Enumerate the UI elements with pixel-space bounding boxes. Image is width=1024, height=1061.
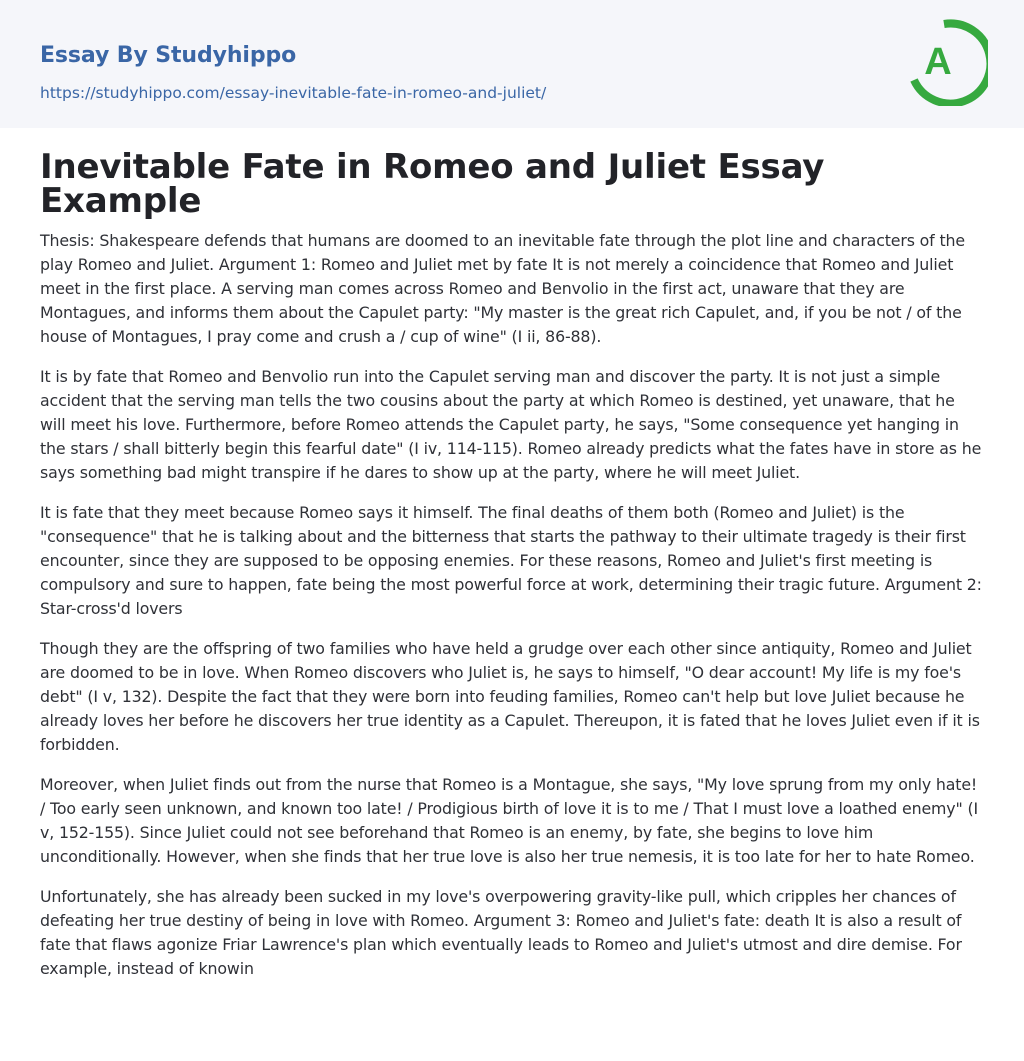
paragraph-5: Moreover, when Juliet finds out from the nurse that Romeo is a Montague, she says, "My love sprung from my only hate! / Too early seen unknown, and known too late! / Prodigious birth of love it is to me / That I must love a loathed enemy" (I v, 152-155). Since Juliet could not see beforehand that Romeo is an enemy, by fate, she begins to love him unconditionally. However, when she finds that her true love is also her true nemesis, it is too late for her to hate Romeo.	[40, 775, 979, 866]
site-brand[interactable]: Essay By Studyhippo	[40, 43, 297, 68]
essay-url-link[interactable]: https://studyhippo.com/essay-inevitable-fate-in-romeo-and-juliet/	[40, 84, 547, 102]
page-title: Inevitable Fate in Romeo and Juliet Essay Example	[40, 147, 825, 221]
site-header	[0, 0, 1024, 128]
paragraph-2: It is by fate that Romeo and Benvolio run into the Capulet serving man and discover the party. It is not just a simple accident that the serving man tells the two cousins about the party at which Romeo is destined, yet unaware, that he will meet his love. Furthermore, before Romeo attends the Capulet party, he says, "Some consequence yet hanging in the stars / shall bitterly begin this fearful date" (I iv, 114-115). Romeo already predicts what the fates have in store as he says something bad might transpire if he dares to show up at the party, where he will meet Juliet.	[40, 367, 982, 482]
paragraph-6: Unfortunately, she has already been sucked in my love's overpowering gravity-like pull, which cripples her chances of defeating her true destiny of being in love with Romeo. Argument 3: Romeo and Juliet's fate: death It is also a result of fate that flaws agonize Friar Lawrence's plan which eventually leads to Romeo and Juliet's utmost and dire demise. For example, instead of knowin	[40, 887, 962, 978]
logo-letter: A	[924, 41, 952, 83]
studyhippo-logo-icon[interactable]	[910, 18, 988, 106]
paragraph-1: Thesis: Shakespeare defends that humans are doomed to an inevitable fate through the plot line and characters of the play Romeo and Juliet. Argument 1: Romeo and Juliet met by fate It is not merely a coincidence that Romeo and Juliet meet in the first place. A serving man comes across Romeo and Benvolio in the first act, unaware that they are Montagues, and informs them about the Capulet party: "My master is the great rich Capulet, and, if you be not / of the house of Montagues, I pray come and crush a / cup of wine" (I ii, 86-88).	[40, 231, 965, 346]
article	[0, 147, 1024, 981]
paragraph-4: Though they are the offspring of two families who have held a grudge over each other since antiquity, Romeo and Juliet are doomed to be in love. When Romeo discovers who Juliet is, he says to himself, "O dear account! My life is my foe's debt" (I v, 132). Despite the fact that they were born into feuding families, Romeo can't help but love Juliet because he already loves her before he discovers her true identity as a Capulet. Thereupon, it is fated that he loves Juliet even if it is forbidden.	[40, 639, 980, 754]
paragraph-3: It is fate that they meet because Romeo says it himself. The final deaths of them both (Romeo and Juliet) is the "consequence" that he is talking about and the bitterness that starts the pathway to their ultimate tragedy is their first encounter, since they are supposed to be opposing enemies. For these reasons, Romeo and Juliet's first meeting is compulsory and sure to happen, fate being the most powerful force at work, determining their tragic future. Argument 2: Star-cross'd lovers	[40, 503, 982, 618]
